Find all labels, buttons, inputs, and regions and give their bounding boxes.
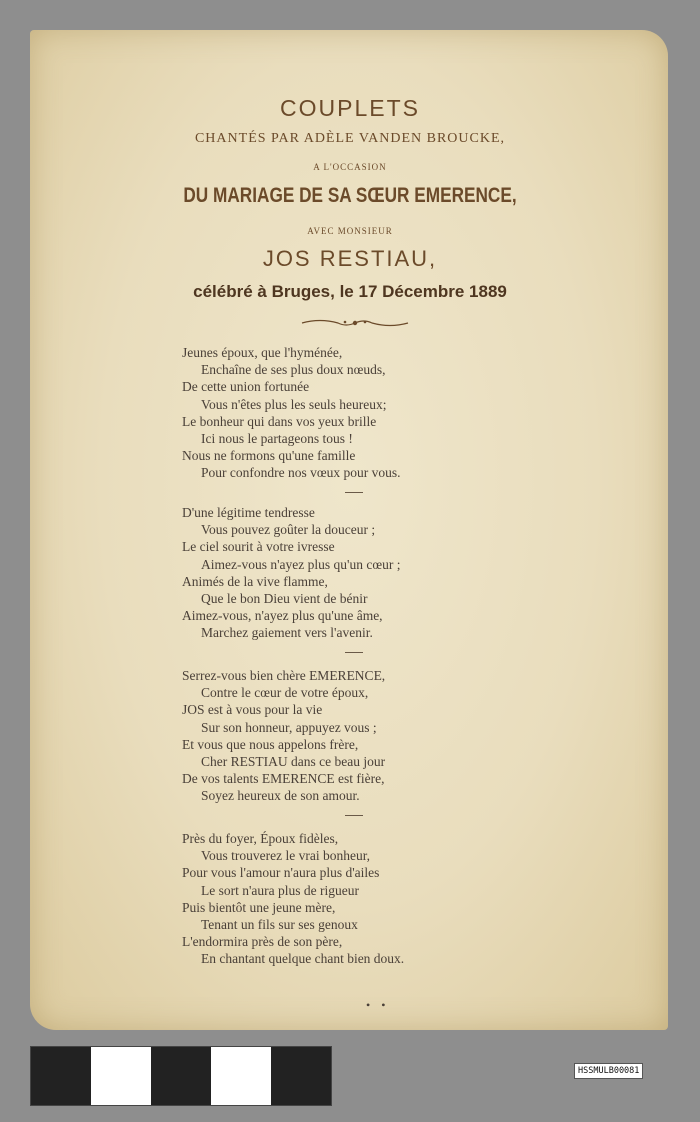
poem-line: Puis bientôt une jeune mère, xyxy=(182,899,336,915)
poem-line: Et vous que nous appelons frère, xyxy=(182,736,359,752)
poem-line: Serrez-vous bien chère EMERENCE, xyxy=(182,668,386,683)
subtitle: CHANTÉS PAR ADÈLE VANDEN BROUCKE, xyxy=(194,131,506,146)
poem-line: Sur son honneur, appuyez vous ; xyxy=(201,719,377,735)
poem-line: Le sort n'aura plus de rigueur xyxy=(201,882,360,898)
stanza-separator xyxy=(345,652,363,654)
stanza xyxy=(182,344,512,482)
groom-name: JOS RESTIAU, xyxy=(262,246,438,271)
poem-line: Pour vous l'amour n'aura plus d'ailes xyxy=(182,865,380,881)
event-line: DU MARIAGE DE SA SŒUR EMERENCE, xyxy=(183,184,517,207)
poem-line: De vos talents EMERENCE est fière, xyxy=(182,771,385,787)
archive-label: HSSMULB00081 xyxy=(574,1063,643,1079)
calibration-swatch xyxy=(151,1047,211,1105)
poem-line: Cher RESTIAU dans ce beau jour xyxy=(201,753,386,769)
poem-line: Animés de la vive flamme, xyxy=(182,573,328,589)
poem-line: Marchez gaiement vers l'avenir. xyxy=(201,625,373,641)
poem-line: Enchaîne de ses plus doux nœuds, xyxy=(201,362,386,378)
stanza-separator xyxy=(345,815,363,817)
poem-line: Que le bon Dieu vient de bénir xyxy=(201,590,368,606)
poem-line: Contre le cœur de votre époux, xyxy=(201,685,369,701)
title: COUPLETS xyxy=(280,95,420,121)
poem-line: Près du foyer, Époux fidèles, xyxy=(182,831,339,846)
avec-line: AVEC MONSIEUR xyxy=(307,226,393,236)
occasion-line: A L'OCCASION xyxy=(313,162,387,172)
calibration-swatch xyxy=(91,1047,151,1105)
ornament-icon xyxy=(300,316,410,330)
poem-line: Aimez-vous, n'ayez plus qu'une âme, xyxy=(182,608,383,624)
footer-dots: • • xyxy=(366,998,390,1012)
stanza-separator xyxy=(345,492,363,494)
stanza xyxy=(182,504,512,642)
stanza xyxy=(182,667,512,805)
calibration-swatch xyxy=(271,1047,331,1105)
poem-line: En chantant quelque chant bien doux. xyxy=(201,951,405,967)
poem-line: Le bonheur qui dans vos yeux brille xyxy=(182,413,377,429)
poem-line: Vous n'êtes plus les seuls heureux; xyxy=(201,396,387,412)
stanza xyxy=(182,830,512,968)
poem-line: Jeunes époux, que l'hyménée, xyxy=(182,345,343,360)
color-calibration-bar xyxy=(30,1046,332,1106)
poem-line: Soyez heureux de son amour. xyxy=(201,788,360,804)
poem-line: Tenant un fils sur ses genoux xyxy=(201,916,358,932)
date-line: célébré à Bruges, le 17 Décembre 1889 xyxy=(193,282,507,301)
poem-line: Pour confondre nos vœux pour vous. xyxy=(201,465,401,481)
poem-line: JOS est à vous pour la vie xyxy=(182,702,323,718)
poem-line: Ici nous le partageons tous ! xyxy=(201,430,353,446)
poem-line: Vous pouvez goûter la douceur ; xyxy=(201,522,376,538)
poem-line: Aimez-vous n'ayez plus qu'un cœur ; xyxy=(201,556,401,572)
poem-line: L'endormira près de son père, xyxy=(182,934,343,950)
poem-line: Nous ne formons qu'une famille xyxy=(182,448,356,464)
calibration-swatch xyxy=(31,1047,91,1105)
poem-line: Le ciel sourit à votre ivresse xyxy=(182,539,335,555)
poem-line: D'une légitime tendresse xyxy=(182,505,315,520)
calibration-swatch xyxy=(211,1047,271,1105)
poem-line: Vous trouverez le vrai bonheur, xyxy=(201,848,371,864)
poem-line: De cette union fortunée xyxy=(182,379,310,395)
